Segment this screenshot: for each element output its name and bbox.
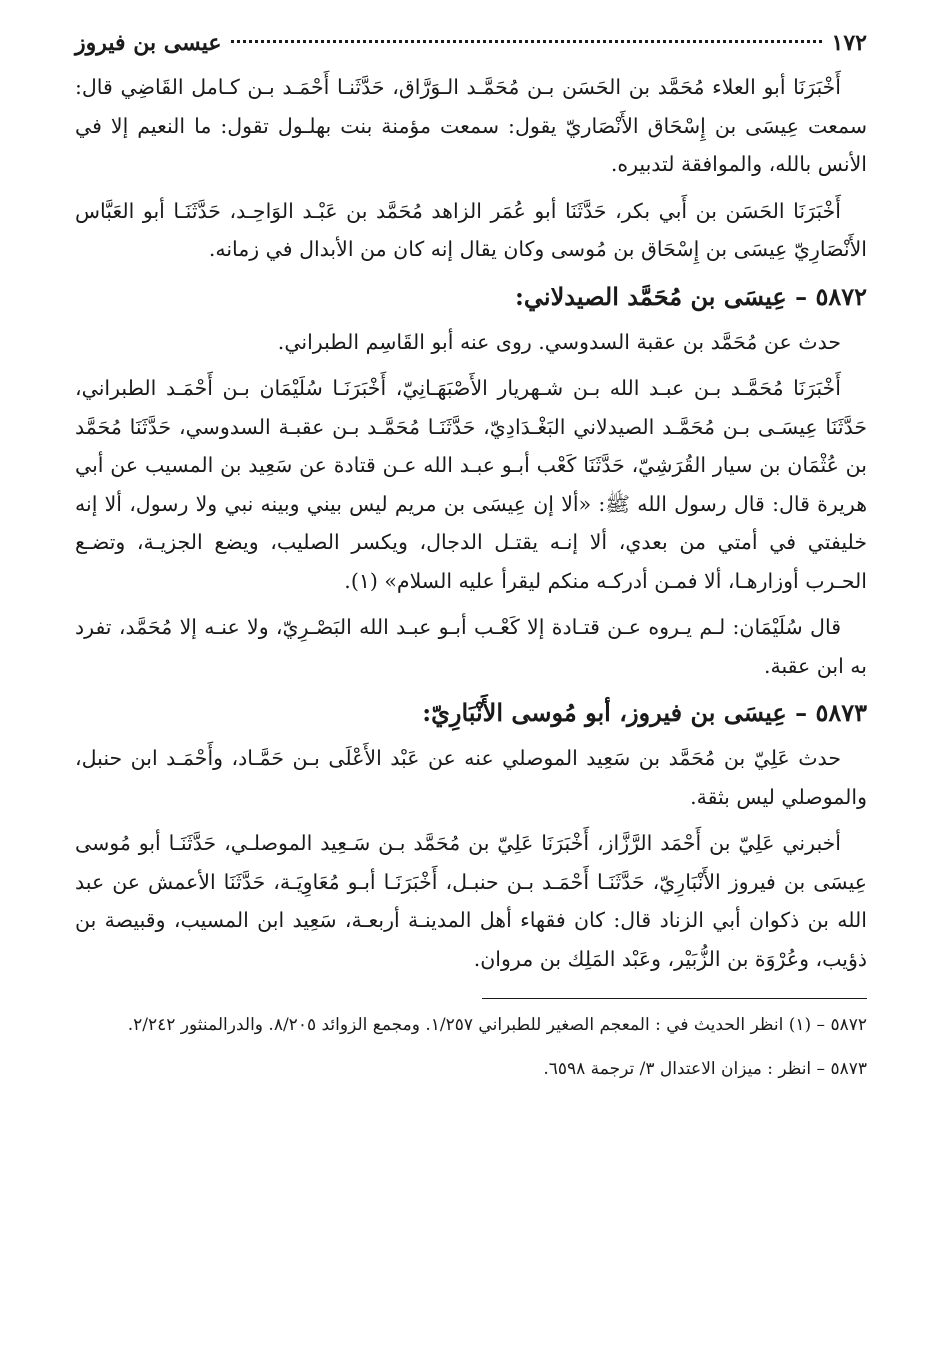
paragraph: حدث عن مُحَمَّد بن عقبة السدوسي. روى عنه أبو القَاسِم الطبراني. <box>277 329 841 354</box>
paragraph: أَخْبَرَنَا مُحَمَّـد بـن عبـد الله بـن شـهريار الأَصْبَهَـانِيّ، أَخْبَرَنَـا سُلَيْمَان بـن أَحْمَـد الطبراني، حَدَّثَنَا عِيسَـى بـن مُحَمَّـد الصيدلاني البَغْـدَادِيّ، حَدَّثَنَـا مُحَمَّـد بـن عقبـة السدوسي، حَدَّثَنَا مُحَمَّد بن عُثْمَان بن سيار القُرَشِيّ، حَدَّثَنَا كَعْب أبـو عبـد الله عـن قتادة عن سَعِيد بن المسيب عن أبي هريرة قال: قال رسول الله ﷺ: «ألا إن عِيسَى بن مريم ليس بيني وبينه نبي ولا رسول، ألا إنه خليفتي في أمتي من بعدي، ألا إنـه يقتـل الدجال، ويكسر الصليب، ويضع الجزيـة، وتضـع الحـرب أوزارهـا، ألا فمـن أدركـه منكم ليقرأ عليه السلام» (١). <box>75 376 867 593</box>
footnotes <box>75 1009 867 1085</box>
footnote-separator <box>482 998 867 999</box>
paragraph: أَخْبَرَنَا أبو العلاء مُحَمَّد بن الحَسَن بـن مُحَمَّـد الـوَرَّاق، حَدَّثَنـا أَحْمَـد بـن كـامل القَاضِي قال: سمعت عِيسَى بن إِسْحَاق الأَنْصَاريّ يقول: سمعت مؤمنة بنت بهلـول تقول: ما النعيم إلا في الأنس بالله، والموافقة لتدبيره. <box>75 75 867 176</box>
page-number: ١٧٢ <box>831 30 867 56</box>
page-header <box>75 30 867 68</box>
footnote: ٥٨٧٢ – (١) انظر الحديث في : المعجم الصغير للطبراني ١/٢٥٧. ومجمع الزوائد ٨/٢٠٥. والدرالمنثور ٢/٢٤٢. <box>127 1015 867 1035</box>
header-dot-leader <box>231 40 821 43</box>
entry-heading: ٥٨٧٣ – عِيسَى بن فيروز، أبو مُوسى الأَنْبَارِيّ: <box>422 698 867 727</box>
paragraph: قال سُلَيْمَان: لـم يـروه عـن قتـادة إلا كَعْـب أبـو عبـد الله البَصْـرِيّ، ولا عنـه إلا مُحَمَّد، تفرد به ابن عقبة. <box>75 615 867 678</box>
page <box>75 30 867 1097</box>
paragraph: حدث عَلِيّ بن مُحَمَّد بن سَعِيد الموصلي عنه عن عَبْد الأَعْلَى بـن حَمَّـاد، وأَحْمَـد ابن حنبل، والموصلي ليس بثقة. <box>75 746 867 809</box>
footnote: ٥٨٧٣ – انظر : ميزان الاعتدال ٣/ ترجمة ٦٥٩٨. <box>543 1059 867 1079</box>
body-text <box>75 68 867 978</box>
paragraph: أَخْبَرَنَا الحَسَن بن أَبي بكر، حَدَّثَنَا أبو عُمَر الزاهد مُحَمَّد بن عَبْـد الوَاحِـد، حَدَّثَنَـا أبو العَبَّاس الأَنْصَارِيّ عِيسَى بن إِسْحَاق بن مُوسى وكان يقال إنه كان من الأبدال في زمانه. <box>75 198 867 261</box>
entry-heading: ٥٨٧٢ – عِيسَى بن مُحَمَّد الصيدلاني: <box>515 281 867 311</box>
running-title: عيسى بن فيروز <box>75 30 222 56</box>
paragraph: أخبرني عَلِيّ بن أَحْمَد الرَّزَّاز، أَخْبَرَنَا عَلِيّ بن مُحَمَّد بـن سَـعِيد الموصلـي، حَدَّثَنَـا أبو مُوسى عِيسَى بن فيروز الأَنْبَارِيّ، حَدَّثَنَـا أَحْمَـد بـن حنبـل، أَخْبَرَنَـا أبـو مُعَاوِيَـة، حَدَّثَنَا الأعمش عن عبد الله بن ذكوان أبي الزناد قال: كان فقهاء أهل المدينـة أربعـة، سَعِيد ابن المسيب، وقبيصة بن ذؤيب، وعُرْوَة بن الزُّبَيْر، وعَبْد المَلِك بن مروان. <box>75 831 867 971</box>
